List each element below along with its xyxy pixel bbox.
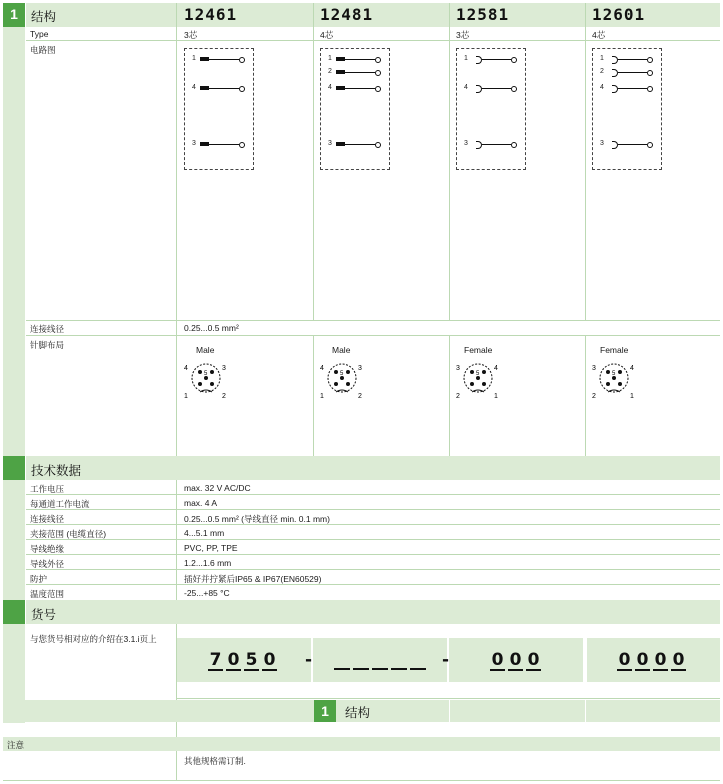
order-code-part-3: 0 0 0 — [491, 650, 540, 670]
pin-gender-3: Female — [464, 345, 493, 355]
row-divider — [177, 698, 720, 699]
pin-gender-4: Female — [600, 345, 629, 355]
svg-text:3: 3 — [358, 365, 362, 372]
order-dash-1: - — [305, 650, 313, 670]
svg-text:3: 3 — [222, 365, 226, 372]
divider-col4 — [585, 3, 586, 320]
order-code-part-2 — [334, 650, 429, 670]
wire-number: 1 — [192, 55, 196, 62]
svg-text:1: 1 — [630, 393, 634, 400]
note-bar — [3, 737, 720, 751]
svg-text:4: 4 — [630, 365, 634, 372]
type-value-4: 4芯 — [592, 30, 606, 40]
tech-label: 夹接范围 (电缆直径) — [30, 529, 107, 539]
svg-text:5: 5 — [204, 371, 208, 377]
section-2-badge — [3, 456, 25, 480]
note-label: 注意 — [7, 740, 25, 750]
section-3-title: 货号 — [31, 608, 57, 622]
note-text: 其他规格需订制. — [184, 756, 246, 766]
bottom-ref-title: 结构 — [345, 706, 371, 720]
type-value-2: 4芯 — [320, 30, 334, 40]
tech-value: 插好并拧紧后IP65 & IP67(EN60529) — [184, 574, 322, 584]
pin-layout-label: 针脚布局 — [30, 340, 65, 350]
svg-text:4: 4 — [320, 365, 324, 372]
tech-value: 1.2...1.6 mm — [184, 558, 232, 568]
section-1-title: 结构 — [31, 10, 57, 24]
section-3-badge — [3, 600, 25, 624]
svg-text:5: 5 — [476, 371, 480, 377]
svg-text:1: 1 — [494, 393, 498, 400]
column-header-4: 12601 — [592, 5, 646, 24]
wire-number: 2 — [600, 68, 604, 75]
tech-label: 温度范围 — [30, 589, 65, 599]
svg-text:4: 4 — [184, 365, 188, 372]
tech-value: max. 32 V AC/DC — [184, 483, 251, 493]
tech-label: 防护 — [30, 574, 48, 584]
section-1-number: 1 — [10, 6, 18, 22]
wire-number: 1 — [328, 55, 332, 62]
tech-label: 工作电压 — [30, 484, 65, 494]
order-dash-2: - — [442, 650, 450, 670]
column-header-3: 12581 — [456, 5, 510, 24]
wire-number: 3 — [192, 140, 196, 147]
divider-col3-b — [449, 335, 450, 456]
svg-text:2: 2 — [592, 393, 596, 400]
svg-text:1: 1 — [184, 393, 188, 400]
tech-label: 连接线径 — [30, 514, 65, 524]
column-header-2: 12481 — [320, 5, 374, 24]
order-code-part-1: 7 0 5 0 — [209, 650, 276, 670]
svg-text:5: 5 — [612, 371, 616, 377]
tech-value: max. 4 A — [184, 498, 218, 508]
circuit-label: 电路图 — [30, 45, 56, 55]
tech-label: 导线绝缘 — [30, 544, 65, 554]
wire-number: 2 — [328, 68, 332, 75]
pin-face-female-4 — [590, 358, 638, 402]
bottom-ref-number: 1 — [321, 703, 329, 719]
divider-col2 — [313, 3, 314, 320]
type-value-3: 3芯 — [456, 30, 470, 40]
pin-face-female-3 — [454, 358, 502, 402]
wire-number: 1 — [600, 55, 604, 62]
pin-face-male-1 — [182, 358, 230, 402]
tech-value: -25...+85 °C — [184, 588, 230, 598]
wire-number: 4 — [192, 84, 196, 91]
svg-text:2: 2 — [358, 393, 362, 400]
tech-label: 每通道工作电流 — [30, 499, 90, 509]
wire-number: 4 — [464, 84, 468, 91]
type-value-1: 3芯 — [184, 30, 198, 40]
wire-number: 4 — [600, 84, 604, 91]
svg-text:5: 5 — [340, 371, 344, 377]
divider-col3 — [449, 3, 450, 320]
svg-text:4: 4 — [494, 365, 498, 372]
pin-gender-1: Male — [196, 345, 215, 355]
pin-gender-2: Male — [332, 345, 351, 355]
row-divider — [26, 335, 720, 336]
svg-text:2: 2 — [456, 393, 460, 400]
pin-face-male-2 — [318, 358, 366, 402]
wire-number: 3 — [464, 140, 468, 147]
order-note-label: 与您货号相对应的介绍在3.1.i页上 — [30, 634, 157, 644]
column-header-1: 12461 — [184, 5, 238, 24]
order-code-part-4: 0 0 0 0 — [618, 650, 685, 670]
bottom-rule — [3, 780, 720, 781]
section-2-title: 技术数据 — [31, 464, 82, 478]
tech-label: 导线外径 — [30, 559, 65, 569]
section-3-header-bar — [26, 600, 720, 624]
type-label: Type — [30, 29, 49, 39]
tech-value: PVC, PP, TPE — [184, 543, 238, 553]
wire-number: 3 — [600, 140, 604, 147]
svg-text:3: 3 — [592, 365, 596, 372]
wire-number: 3 — [328, 140, 332, 147]
divider-col4-b — [585, 335, 586, 456]
svg-text:1: 1 — [320, 393, 324, 400]
wire-gauge-label: 连接线径 — [30, 324, 65, 334]
wire-number: 4 — [328, 84, 332, 91]
divider-col2-b — [313, 335, 314, 456]
section-2-header-bar — [26, 456, 720, 480]
svg-text:3: 3 — [456, 365, 460, 372]
row-divider — [26, 40, 720, 41]
wire-number: 1 — [464, 55, 468, 62]
row-divider — [26, 320, 720, 321]
wire-gauge-value: 0.25...0.5 mm² — [184, 323, 239, 333]
tech-value: 4...5.1 mm — [184, 528, 225, 538]
tech-value: 0.25...0.5 mm² (导线直径 min. 0.1 mm) — [184, 514, 330, 524]
svg-text:2: 2 — [222, 393, 226, 400]
